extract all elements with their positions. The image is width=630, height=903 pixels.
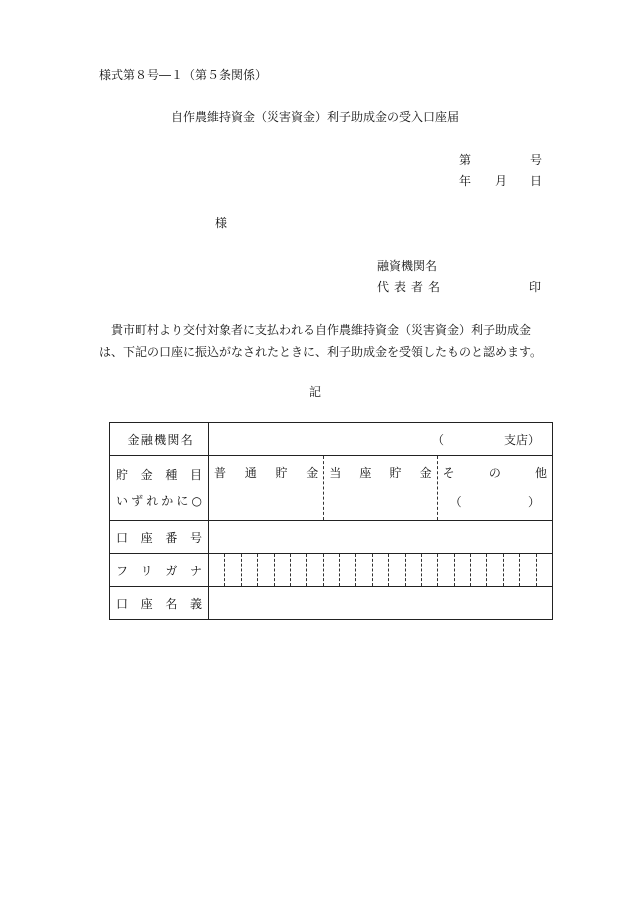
- option-ordinary-label: 普 通 貯 金: [214, 466, 319, 480]
- option-other[interactable]: [438, 456, 552, 520]
- date-day: 日: [530, 174, 543, 188]
- account-number-field[interactable]: [209, 521, 553, 554]
- option-ordinary[interactable]: [209, 456, 324, 520]
- bank-label-cell: [110, 423, 209, 456]
- furigana-cell[interactable]: [356, 554, 372, 586]
- furigana-field[interactable]: [209, 554, 553, 587]
- furigana-cell[interactable]: [209, 554, 225, 586]
- option-current-label: 当 座 貯 金: [329, 466, 432, 480]
- institution-label: 融資機関名: [377, 259, 438, 273]
- furigana-cell[interactable]: [242, 554, 258, 586]
- seal-mark: 印: [529, 280, 542, 294]
- type-label-cell: [110, 456, 209, 521]
- type-sub-label: い ず れ か に ○: [116, 494, 202, 508]
- other-close: ）: [527, 495, 540, 509]
- table-row: [110, 521, 553, 554]
- body-paragraph: 貴市町村より交付対象者に支払われる自作農維持資金（災害資金）利子助成金は、下記の口座に振込がなされたときに、利子助成金を受領したものと認めます。: [99, 323, 543, 359]
- furigana-cell[interactable]: [291, 554, 307, 586]
- representative-label: 代表者名: [377, 280, 446, 294]
- furigana-cell[interactable]: [225, 554, 241, 586]
- date-month: 月: [495, 174, 508, 188]
- furigana-cell[interactable]: [504, 554, 520, 586]
- furigana-cell[interactable]: [438, 554, 454, 586]
- other-open: （: [449, 495, 462, 509]
- document-title: 自作農維持資金（災害資金）利子助成金の受入口座届: [170, 110, 459, 124]
- addressee-suffix: 様: [215, 216, 228, 230]
- table-row: [110, 456, 553, 521]
- furigana-cell[interactable]: [389, 554, 405, 586]
- furigana-cell[interactable]: [422, 554, 438, 586]
- account-form-table: [109, 422, 553, 620]
- number-suffix: 号: [530, 153, 543, 167]
- table-row: [110, 423, 553, 456]
- table-row: [110, 554, 553, 587]
- account-name-field[interactable]: [209, 587, 553, 620]
- furigana-cell[interactable]: [520, 554, 536, 586]
- option-other-paren: [438, 493, 552, 510]
- furigana-cell[interactable]: [373, 554, 389, 586]
- bank-name-field[interactable]: [209, 423, 553, 456]
- branch-open: （: [432, 433, 445, 447]
- form-number: 様式第８号―１（第５条関係）: [99, 68, 268, 82]
- option-other-label: そ の 他: [442, 466, 547, 480]
- type-options-cell: [209, 456, 553, 521]
- furigana-cell[interactable]: [487, 554, 503, 586]
- option-current[interactable]: [324, 456, 437, 520]
- furigana-cell[interactable]: [340, 554, 356, 586]
- table-row: [110, 587, 553, 620]
- furigana-cell[interactable]: [275, 554, 291, 586]
- furigana-cell[interactable]: [307, 554, 323, 586]
- ki-heading: 記: [308, 385, 321, 399]
- furigana-cell[interactable]: [406, 554, 422, 586]
- furigana-label: フ リ ガ ナ: [116, 563, 202, 578]
- account-name-label: 口 座 名 義: [116, 596, 202, 611]
- furigana-cell[interactable]: [537, 554, 552, 586]
- account-number-label-cell: [110, 521, 209, 554]
- furigana-cell[interactable]: [455, 554, 471, 586]
- branch-label: 支店）: [503, 433, 540, 447]
- date-year: 年: [459, 174, 472, 188]
- type-label: 貯 金 種 目: [116, 468, 202, 482]
- furigana-cells: [209, 554, 552, 586]
- furigana-cell[interactable]: [471, 554, 487, 586]
- number-prefix: 第: [459, 153, 472, 167]
- furigana-label-cell: [110, 554, 209, 587]
- account-number-label: 口 座 番 号: [116, 530, 202, 545]
- bank-label: 金 融 機 関 名: [127, 432, 193, 447]
- furigana-cell[interactable]: [324, 554, 340, 586]
- furigana-cell[interactable]: [258, 554, 274, 586]
- account-name-label-cell: [110, 587, 209, 620]
